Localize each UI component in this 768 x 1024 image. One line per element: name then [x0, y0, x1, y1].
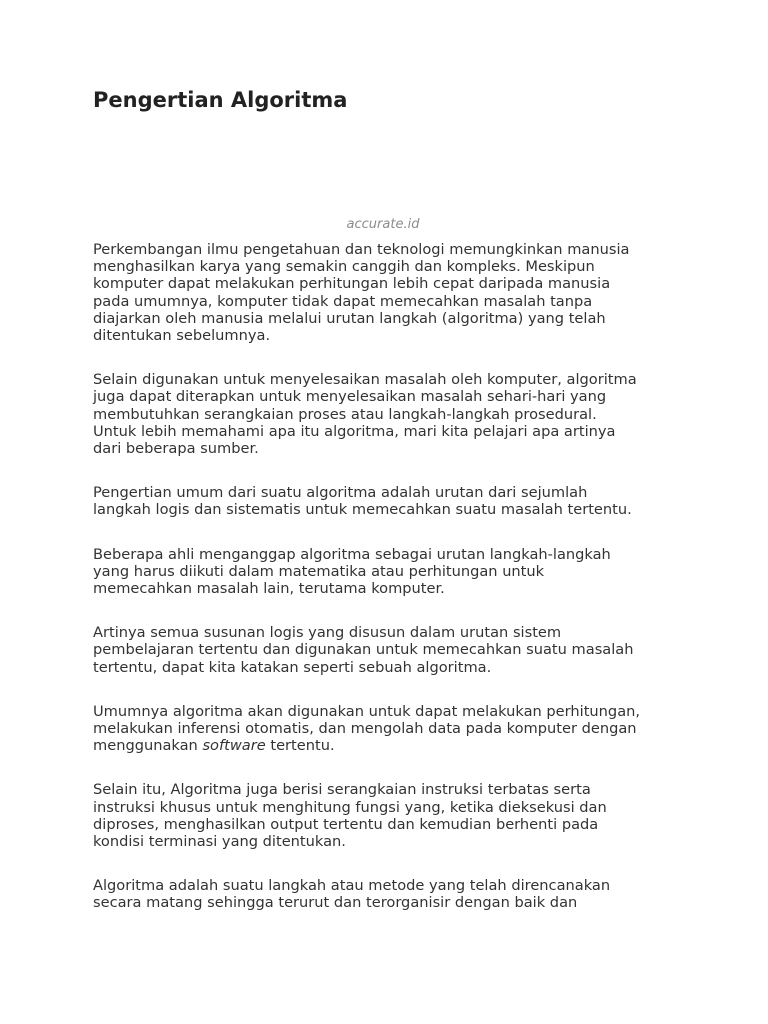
page-title: Pengertian Algoritma — [93, 88, 348, 112]
paragraph-7: Selain itu, Algoritma juga berisi serangkaian instruksi terbatas serta instruksi khusus untuk menghitung fungsi yang, ketika dieksekusi dan diproses, menghasilkan output tertentu dan kemudian berhenti pada kondisi terminasi yang ditentukan. — [93, 781, 607, 851]
paragraph-4: Beberapa ahli menganggap algoritma sebagai urutan langkah-langkah yang harus diikuti dalam matematika atau perhitungan untuk memecahkan masalah lain, terutama komputer. — [93, 545, 611, 598]
paragraph-3: Pengertian umum dari suatu algoritma adalah urutan dari sejumlah langkah logis dan sistematis untuk memecahkan suatu masalah tertentu. — [93, 484, 632, 519]
software-emphasis: software — [202, 737, 266, 755]
article-body — [93, 241, 683, 939]
paragraph-6: Umumnya algoritma akan digunakan untuk dapat melakukan perhitungan, melakukan inferensi otomatis, dan mengolah data pada komputer dengan menggunakan software tertentu. — [93, 702, 641, 755]
paragraph-2: Selain digunakan untuk menyelesaikan masalah oleh komputer, algoritma juga dapat diterapkan untuk menyelesaikan masalah sehari-hari yang membutuhkan serangkaian proses atau langkah-langkah prosedural. Untuk lebih memahami apa itu algoritma, mari kita pelajari apa artinya dari beberapa sumber. — [93, 371, 637, 458]
paragraph-8: Algoritma adalah suatu langkah atau metode yang telah direncanakan secara matang sehingga terurut dan terorganisir dengan baik dan — [93, 877, 611, 912]
image-caption: accurate.id — [346, 217, 420, 232]
paragraph-5: Artinya semua susunan logis yang disusun dalam urutan sistem pembelajaran tertentu dan digunakan untuk memecahkan suatu masalah tertentu, dapat kita katakan seperti sebuah algoritma. — [93, 624, 634, 676]
paragraph-1: Perkembangan ilmu pengetahuan dan teknologi memungkinkan manusia menghasilkan karya yang semakin canggih dan kompleks. Meskipun komputer dapat melakukan perhitungan lebih cepat daripada manusia pada umumnya, komputer tidak dapat memecahkan masalah tanpa diajarkan oleh manusia melalui urutan langkah (algoritma) yang telah ditentukan sebelumnya. — [93, 241, 630, 345]
